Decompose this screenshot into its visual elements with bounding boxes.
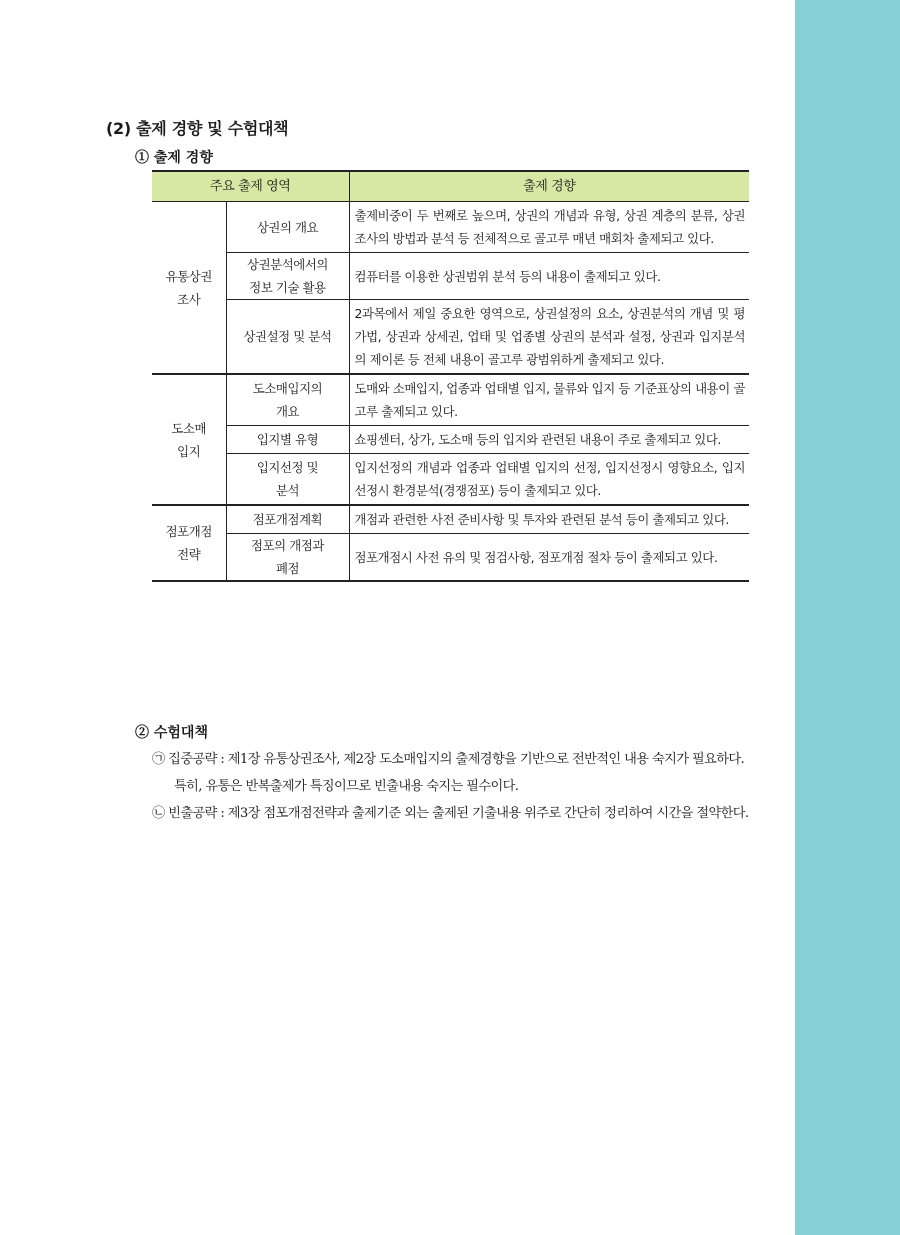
strategy-item-frequent: ㉡ 빈출공략 : 제3장 점포개점전략과 출제기준 외는 출제된 기출내용 위주로 간단히 정리하여 시간을 절약한다.	[152, 806, 749, 821]
table-row	[152, 426, 749, 454]
topic-cell: 상권의 개요	[226, 202, 349, 253]
desc-cell: 입지선정의 개념과 업종과 업태별 입지의 선정, 입지선정시 영향요소, 입지선정시 환경분석(경쟁점포) 등이 출제되고 있다.	[349, 454, 749, 506]
trend-heading: ① 출제 경향	[135, 150, 213, 166]
trend-table	[152, 170, 749, 582]
table-header-row	[152, 171, 749, 202]
desc-cell: 점포개점시 사전 유의 및 점검사항, 점포개점 절차 등이 출제되고 있다.	[349, 534, 749, 582]
desc-cell: 쇼핑센터, 상가, 도소매 등의 입지와 관련된 내용이 주로 출제되고 있다.	[349, 426, 749, 454]
table-row	[152, 374, 749, 426]
desc-cell: 출제비중이 두 번째로 높으며, 상권의 개념과 유형, 상권 계층의 분류, 상권조사의 방법과 분석 등 전체적으로 골고루 매년 매회차 출제되고 있다.	[349, 202, 749, 253]
strategy-list	[152, 746, 752, 827]
topic-cell: 도소매입지의 개요	[226, 374, 349, 426]
category-cell: 도소매 입지	[152, 374, 226, 505]
topic-cell: 상권설정 및 분석	[226, 300, 349, 375]
table-row	[152, 202, 749, 253]
header-trend: 출제 경향	[349, 171, 749, 202]
desc-cell: 2과목에서 제일 중요한 영역으로, 상권설정의 요소, 상권분석의 개념 및 평가법, 상권과 상세권, 업태 및 업종별 상권의 분석과 설정, 상권과 입지분석의 제이론 등 전체 내용이 골고루 광범위하게 출제되고 있다.	[349, 300, 749, 375]
desc-cell: 도매와 소매입지, 업종과 업태별 입지, 물류와 입지 등 기준표상의 내용이 골고루 출제되고 있다.	[349, 374, 749, 426]
desc-cell: 컴퓨터를 이용한 상권범위 분석 등의 내용이 출제되고 있다.	[349, 253, 749, 300]
table-row	[152, 534, 749, 582]
category-cell: 점포개점 전략	[152, 505, 226, 581]
topic-cell: 입지별 유형	[226, 426, 349, 454]
header-area: 주요 출제 영역	[152, 171, 349, 202]
strategy-item-focus: ㉠ 집중공략 : 제1장 유통상권조사, 제2장 도소매입지의 출제경향을 기반으로 전반적인 내용 숙지가 필요하다. 특히, 유통은 반복출제가 특징이므로 빈출내용 숙지는 필수이다.	[152, 752, 745, 794]
category-cell: 유통상권 조사	[152, 202, 226, 375]
section-title: (2) 출제 경향 및 수험대책	[106, 119, 289, 138]
side-color-band	[795, 0, 900, 1235]
desc-cell: 개점과 관련한 사전 준비사항 및 투자와 관련된 분석 등이 출제되고 있다.	[349, 505, 749, 534]
table-row	[152, 300, 749, 375]
strategy-heading: ② 수험대책	[135, 725, 208, 741]
topic-cell: 점포의 개점과 폐점	[226, 534, 349, 582]
table-row	[152, 253, 749, 300]
topic-cell: 상권분석에서의 정보 기술 활용	[226, 253, 349, 300]
table-row	[152, 505, 749, 534]
topic-cell: 점포개점계획	[226, 505, 349, 534]
table-row	[152, 454, 749, 506]
topic-cell: 입지선정 및 분석	[226, 454, 349, 506]
